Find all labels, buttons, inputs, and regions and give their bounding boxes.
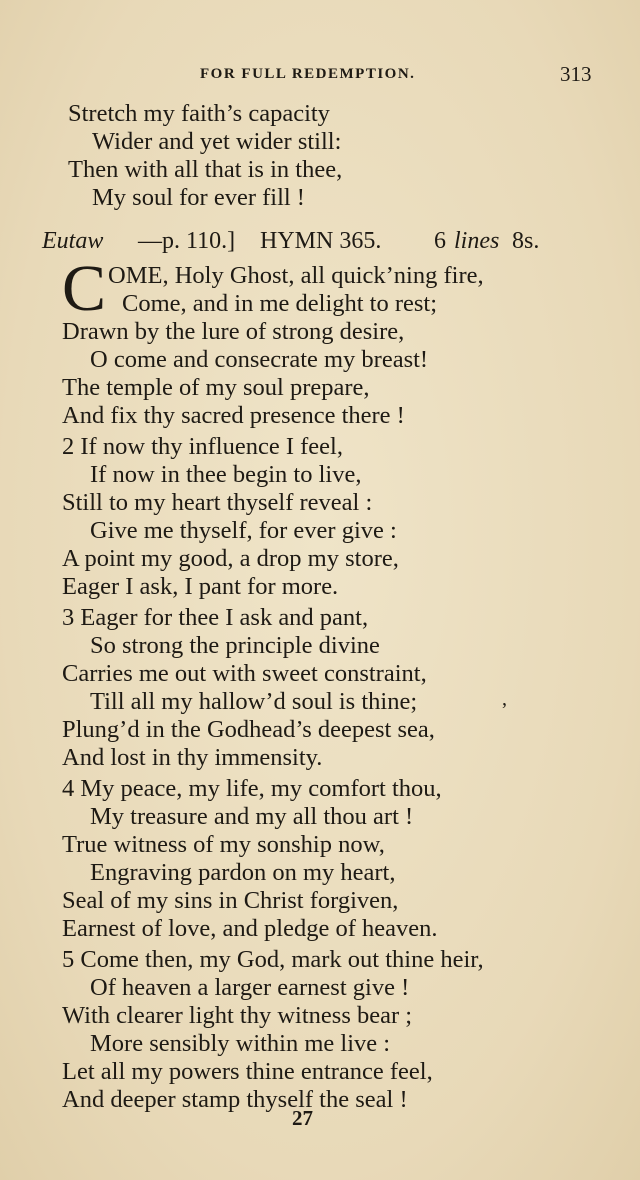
tune-page: —p. 110.] (138, 228, 236, 254)
drop-cap: C (62, 252, 107, 325)
signature-mark: 27 (292, 1106, 313, 1130)
tune-name: Eutaw (42, 228, 104, 254)
stanza-line: Drawn by the lure of strong desire, (62, 318, 405, 345)
stanza-line: 5 Come then, my God, mark out thine heir, (62, 946, 484, 973)
prev-hymn-line: My soul for ever fill ! (92, 184, 305, 211)
prev-hymn-line: Wider and yet wider still: (92, 128, 342, 155)
stanza-line: Engraving pardon on my heart, (90, 859, 396, 886)
stanza-line: And lost in thy immensity. (62, 744, 323, 771)
stanza-line: More sensibly within me live : (90, 1030, 391, 1057)
stanza-line: OME, Holy Ghost, all quick’ning fire, (108, 262, 484, 289)
meter-kind: 8s. (512, 228, 540, 254)
stanza-line: So strong the principle divine (90, 632, 380, 659)
stanza-line: And fix thy sacred presence there ! (62, 402, 405, 429)
stanza-line: My treasure and my all thou art ! (90, 803, 414, 830)
stanza-line: True witness of my sonship now, (62, 831, 385, 858)
meter-lines: lines (454, 228, 500, 254)
prev-hymn-line: Then with all that is in thee, (68, 156, 343, 183)
stanza-line: 3 Eager for thee I ask and pant, (62, 604, 369, 631)
stanza-line: Give me thyself, for ever give : (90, 517, 397, 544)
page-number: 313 (560, 62, 592, 86)
stanza-line: 4 My peace, my life, my comfort thou, (62, 775, 442, 802)
stanza-line: Earnest of love, and pledge of heaven. (62, 915, 438, 942)
stanza-line: Still to my heart thyself reveal : (62, 489, 373, 516)
meter-count: 6 (434, 228, 446, 254)
hymn-number: HYMN 365. (260, 228, 382, 254)
stanza-line: Come, and in me delight to rest; (122, 290, 438, 317)
stanza-line: Of heaven a larger earnest give ! (90, 974, 410, 1001)
stanza-line: And deeper stamp thyself the seal ! (62, 1086, 408, 1113)
stanza-line: Carries me out with sweet constraint, (62, 660, 427, 687)
stanza-line: Till all my hallow’d soul is thine; (90, 688, 418, 715)
stanza-line: The temple of my soul prepare, (62, 374, 370, 401)
stanza-line: Let all my powers thine entrance feel, (62, 1058, 433, 1085)
stanza-line: 2 If now thy influence I feel, (62, 433, 343, 460)
stanza-line: O come and consecrate my breast! (90, 346, 429, 373)
stanza-line: With clearer light thy witness bear ; (62, 1002, 413, 1029)
running-head (0, 62, 640, 90)
stanza-line: Eager I ask, I pant for more. (62, 573, 339, 600)
prev-hymn-line: Stretch my faith’s capacity (68, 100, 330, 127)
stanza-line: Plung’d in the Godhead’s deepest sea, (62, 716, 435, 743)
stanza-line: If now in thee begin to live, (90, 461, 362, 488)
stanza-line: A point my good, a drop my store, (62, 545, 399, 572)
ink-speck: , (502, 688, 507, 710)
running-title: FOR FULL REDEMPTION. (200, 66, 416, 82)
stanza-line: Seal of my sins in Christ forgiven, (62, 887, 399, 914)
hymn-header (42, 228, 602, 258)
